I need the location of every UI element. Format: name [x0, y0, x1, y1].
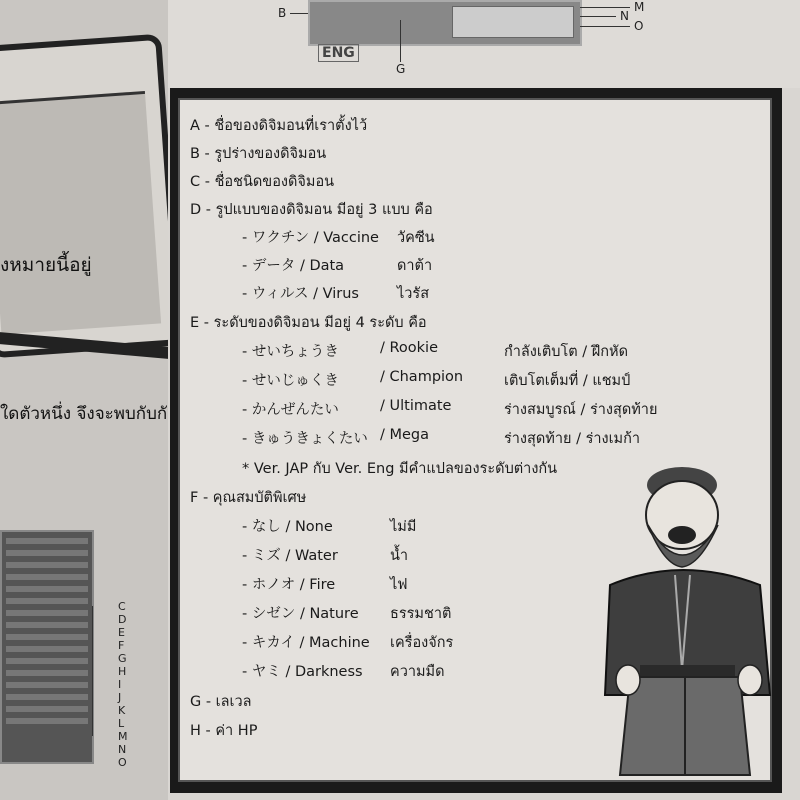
left-page — [0, 0, 168, 800]
left-page-text-1: งหมายนี้อยู่ — [0, 254, 92, 276]
label-g: G — [396, 62, 406, 76]
callout-label: G — [118, 652, 127, 665]
level-note: * Ver. JAP กับ Ver. Eng มีคำแปลของระดับต่างกัน — [242, 461, 558, 477]
callout-label: C — [118, 600, 126, 613]
label-b: B — [278, 6, 287, 20]
entry-c: C - ชื่อชนิดของดิจิมอน — [190, 174, 335, 190]
callout-label: H — [118, 665, 127, 678]
top-game-screenshot — [308, 0, 582, 46]
callout-label: K — [118, 704, 126, 717]
top-screenshot-area — [168, 0, 800, 88]
callout-label: J — [118, 691, 122, 704]
bearded-man-illustration — [600, 455, 775, 785]
eng-label: ENG — [318, 44, 359, 62]
label-n: N — [620, 9, 629, 23]
left-game-screenshot — [0, 530, 94, 764]
callout-label: O — [118, 756, 127, 769]
entry-a: A - ชื่อของดิจิมอนที่เราตั้งไว้ — [190, 118, 368, 134]
left-panel-frame — [0, 34, 168, 359]
callout-label: E — [118, 626, 125, 639]
callout-label: D — [118, 613, 127, 626]
callout-label: N — [118, 743, 127, 756]
left-callout-labels — [118, 600, 128, 769]
callout-label: I — [118, 678, 122, 691]
entry-d: D - รูปแบบของดิจิมอน มีอยู่ 3 แบบ คือ — [190, 202, 433, 218]
entry-f: F - คุณสมบัติพิเศษ — [190, 490, 307, 506]
entry-b: B - รูปร่างของดิจิมอน — [190, 146, 327, 162]
label-o: O — [634, 19, 644, 33]
entry-h: H - ค่า HP — [190, 723, 258, 739]
callout-label: F — [118, 639, 125, 652]
callout-label: L — [118, 717, 125, 730]
label-m: M — [634, 0, 645, 14]
legend-panel: A - ชื่อของดิจิมอนที่เราตั้งไว้ B - รูปร่างของดิจิมอน C - ชื่อชนิดของดิจิมอน D - รูปแบบของดิจิมอน มีอยู่ 3 แบบ คือ - ワクチン / Vaccine วัคซีน - データ / Data ดาต้า - ウィルス / Virus ไวรัส E - ระดับของดิจิมอน มีอยู่ 4 ระดับ คือ - せいちょうき / Rookie กำลังเติบโต / ฝึกหัด - せいじゅくき / Champion เติบโตเต็มที่ / แชมป์ - かんぜんたい / Ultimate ร่างสมบูรณ์ / ร่างสุดท้าย - きゅうきょくたい / Mega ร่างสุดท้าย / ร่างเมก้า * Ver. JAP กับ Ver. Eng มีคำแปลของระดับต่างกัน F - คุณสมบัติพิเศษ - なし / None ไม่มี - ミズ / Water น้ำ - ホノオ / Fire ไฟ - シゼン / Nature ธรรมชาติ - キカイ / Machine เครื่องจักร - ヤミ / Darkness ความมืด G - เลเวล H - ค่า HP — [178, 98, 772, 782]
entry-e: E - ระดับของดิจิมอน มีอยู่ 4 ระดับ คือ — [190, 315, 427, 331]
callout-label: M — [118, 730, 128, 743]
entry-g: G - เลเวล — [190, 694, 252, 710]
left-page-text-2: ใดตัวหนึ่ง จึงจะพบกับกั — [0, 404, 168, 424]
